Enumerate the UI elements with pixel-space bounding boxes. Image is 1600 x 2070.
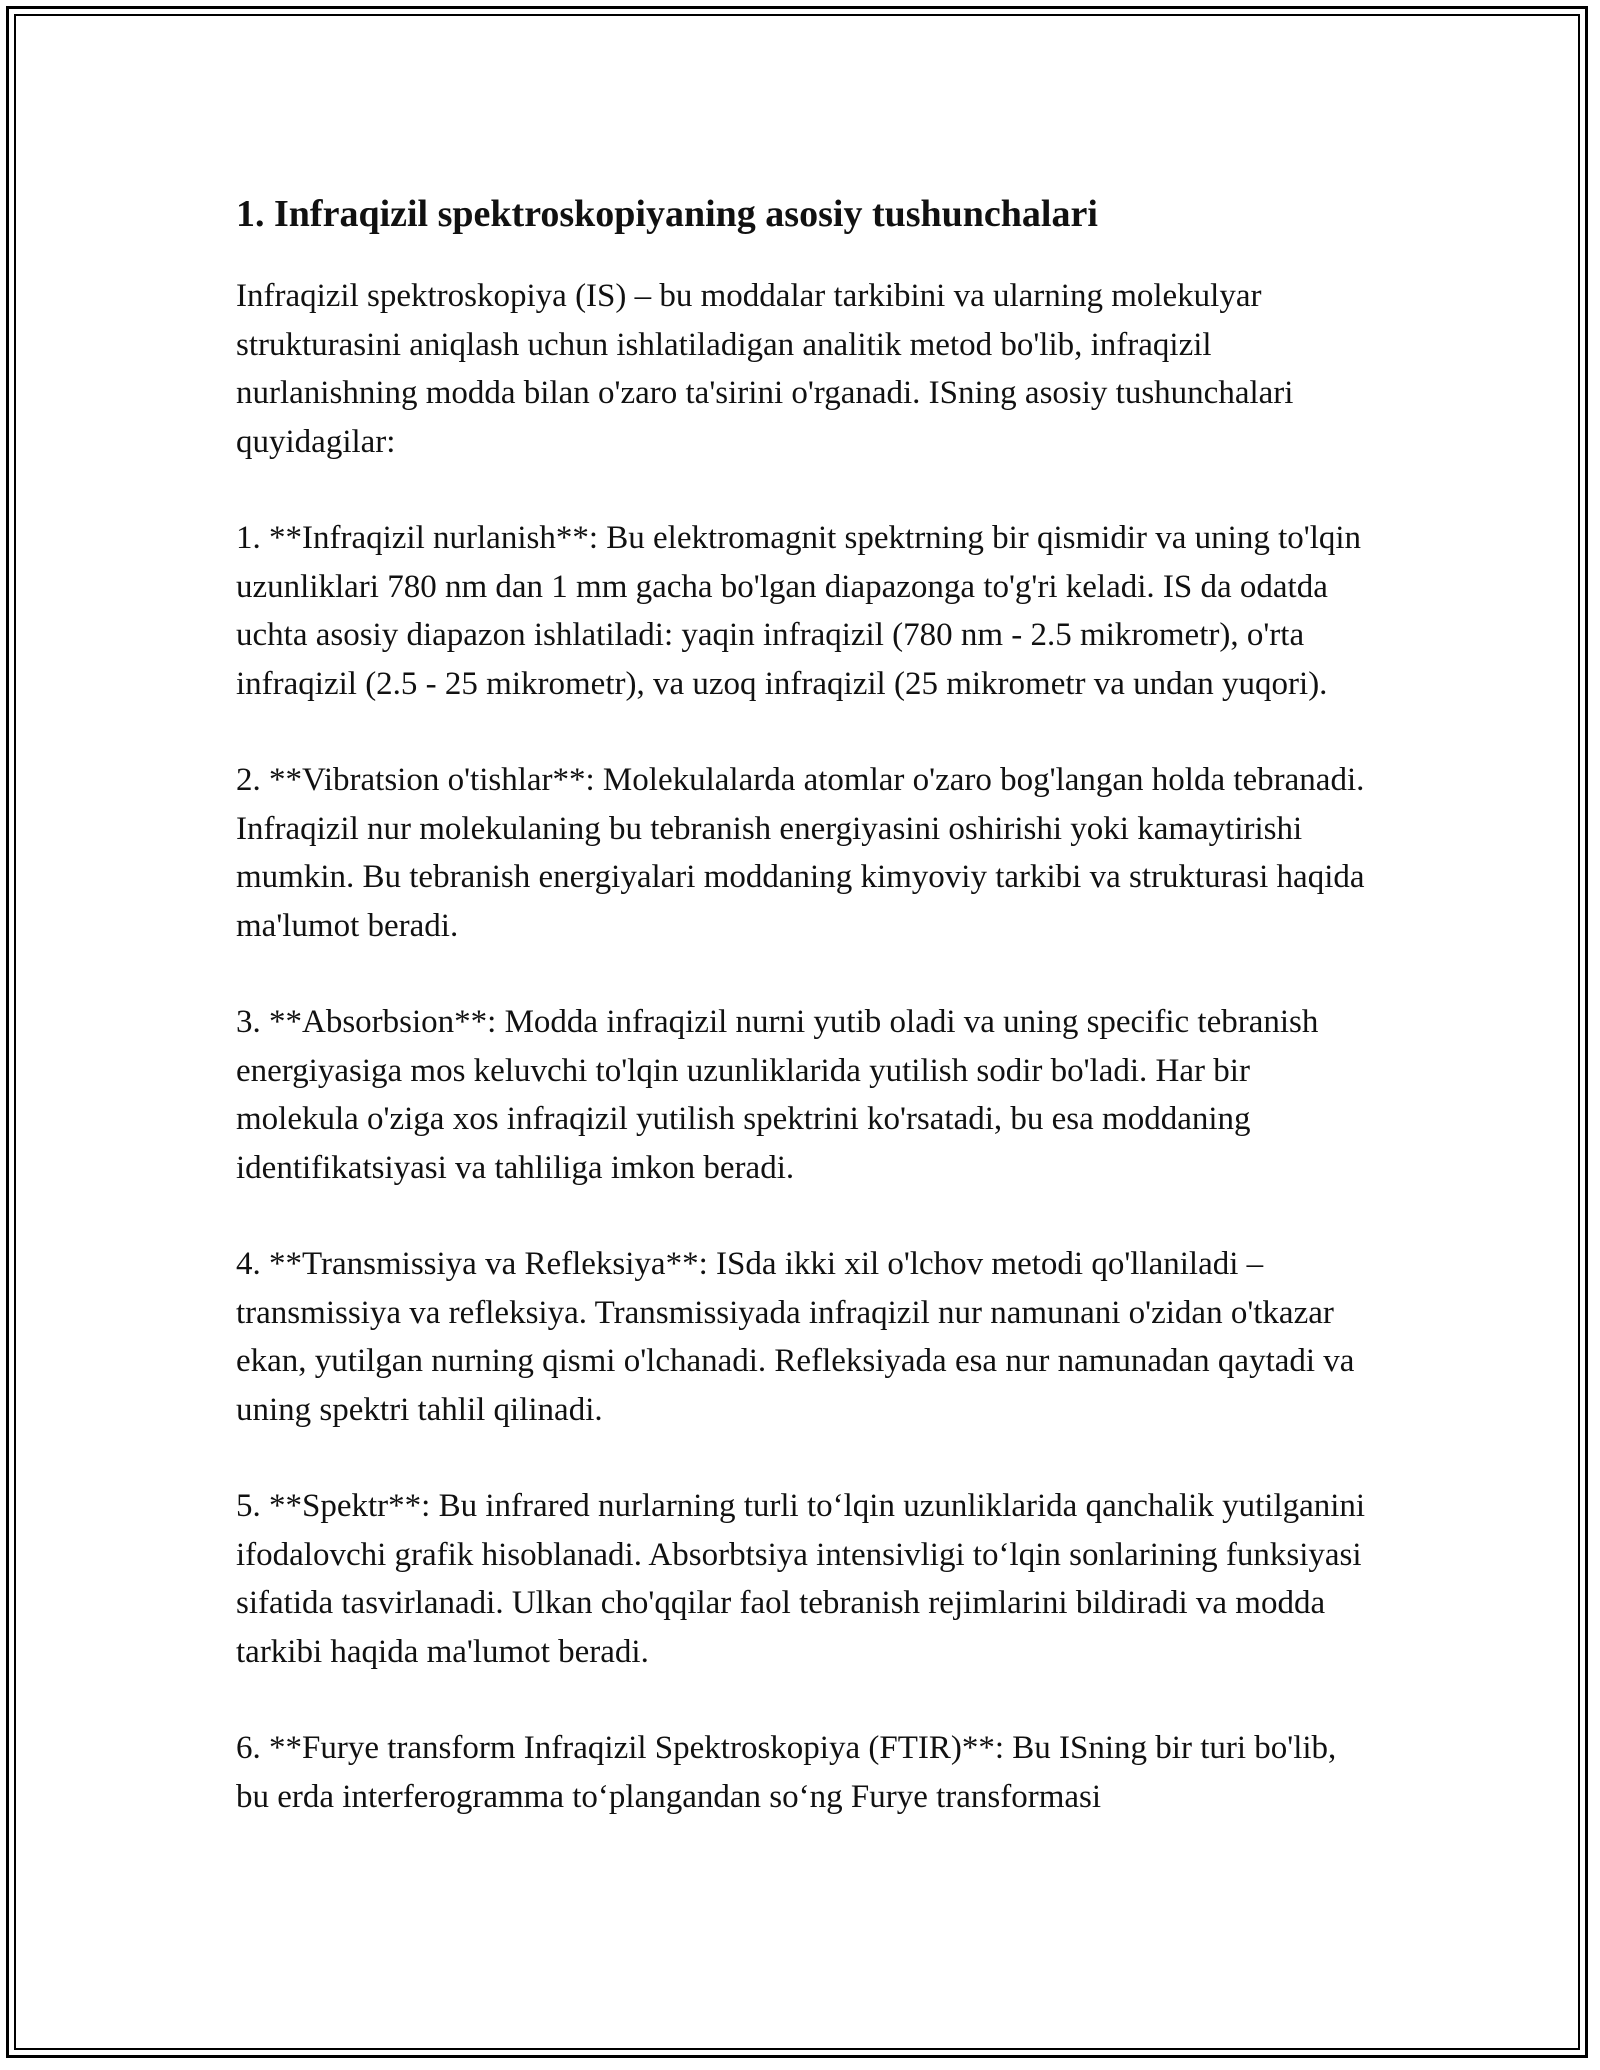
item-absorption: 3. **Absorbsion**: Modda infraqizil nurni yutib oladi va uning specific tebranish energiyasiga mos keluvchi to'lqin uzunliklarida yutilish sodir bo'ladi. Har bir molekula o'ziga xos infraqizil yutilish spektrini ko'rsatadi, bu esa moddaning identifikatsiyasi va tahliliga imkon beradi.: [236, 1004, 1319, 1186]
intro-paragraph: Infraqizil spektroskopiya (IS) – bu moddalar tarkibini va ularning molekulyar strukturasini aniqlash uchun ishlatiladigan analitik metod bo'lib, infraqizil nurlanishning modda bilan o'zaro ta'sirini o'rganadi. ISning asosiy tushunchalari quyidagilar:: [236, 278, 1294, 460]
document-body: [236, 186, 1366, 1869]
item-infrared-radiation: 1. **Infraqizil nurlanish**: Bu elektromagnit spektrning bir qismidir va uning to'lqin uzunliklari 780 nm dan 1 mm gacha bo'lgan diapazonga to'g'ri keladi. IS da odatda uchta asosiy diapazon ishlatiladi: yaqin infraqizil (780 nm - 2.5 mikrometr), o'rta infraqizil (2.5 - 25 mikrometr), va uzoq infraqizil (25 mikrometr va undan yuqori).: [236, 520, 1362, 702]
item-vibrational-transitions: 2. **Vibratsion o'tishlar**: Molekulalarda atomlar o'zaro bog'langan holda tebranadi. Infraqizil nur molekulaning bu tebranish energiyasini oshirishi yoki kamaytirishi mumkin. Bu tebranish energiyalari moddaning kimyoviy tarkibi va strukturasi haqida ma'lumot beradi.: [236, 762, 1365, 944]
item-transmission-reflection: 4. **Transmissiya va Refleksiya**: ISda ikki xil o'lchov metodi qo'llaniladi – transmissiya va refleksiya. Transmissiyada infraqizil nur namunani o'zidan o'tkazar ekan, yutilgan nurning qismi o'lchanadi. Refleksiyada esa nur namunadan qaytadi va uning spektri tahlil qilinadi.: [236, 1246, 1355, 1428]
item-ftir: 6. **Furye transform Infraqizil Spektroskopiya (FTIR)**: Bu ISning bir turi bo'lib, bu erda interferogramma to‘plangandan so‘ng Furye transformasi: [236, 1730, 1337, 1815]
item-spectrum: 5. **Spektr**: Bu infrared nurlarning turli to‘lqin uzunliklarida qanchalik yutilganini ifodalovchi grafik hisoblanadi. Absorbtsiya intensivligi to‘lqin sonlarining funksiyasi sifatida tasvirlanadi. Ulkan cho'qqilar faol tebranish rejimlarini bildiradi va modda tarkibi haqida ma'lumot beradi.: [236, 1488, 1366, 1670]
section-heading: 1. Infraqizil spektroskopiyaning asosiy tushunchalari: [236, 193, 1098, 235]
